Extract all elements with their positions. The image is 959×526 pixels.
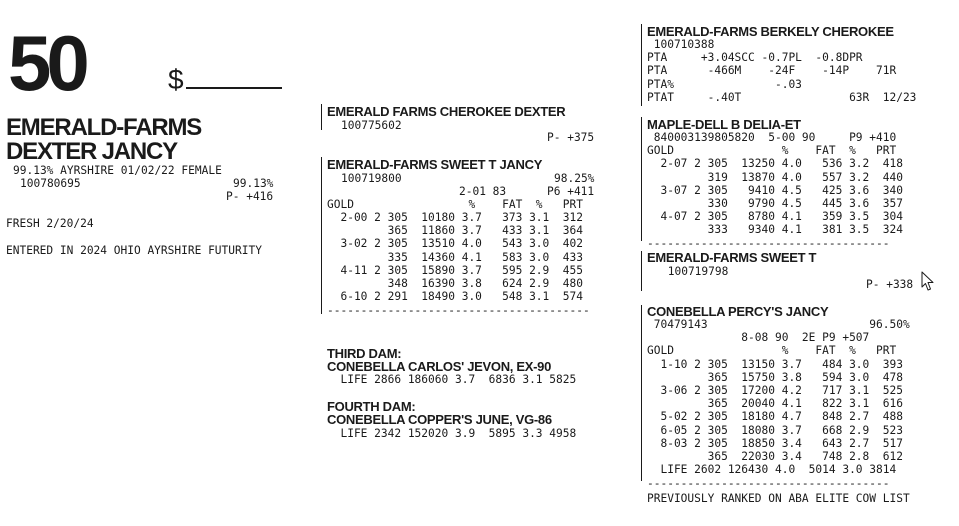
sweet-t-pta: P- +338 xyxy=(866,278,914,291)
percy-name: CONEBELLA PERCY'S JANCY xyxy=(647,304,829,319)
mgs-lines xyxy=(647,131,903,237)
dam-record-row: 6-10 2 291 18490 3.0 548 3.1 574 xyxy=(327,290,583,304)
dam-record-row: 2-00 2 305 10180 3.7 373 3.1 312 xyxy=(327,211,583,224)
percy-line: 6-05 2 305 18080 3.7 668 2.9 523 xyxy=(647,423,903,437)
price-blank xyxy=(186,63,282,89)
mgs-bracket xyxy=(641,117,642,241)
fourth-dam-life: LIFE 2342 152020 3.9 5895 3.3 4958 xyxy=(327,427,577,440)
sweet-t-reg: 100719798 xyxy=(661,265,729,278)
price-field xyxy=(168,63,282,95)
mgs-line: 333 9340 4.1 381 3.5 324 xyxy=(647,223,903,237)
mgs-line: 4-07 2 305 8780 4.1 359 3.5 304 xyxy=(647,210,903,224)
animal-info: 99.13% AYRSHIRE 01/02/22 FEMALE xyxy=(13,164,222,177)
fourth-dam-name: CONEBELLA COPPER'S JUNE, VG-86 xyxy=(327,412,552,427)
dam-reg: 100719800 xyxy=(341,172,402,185)
percy-lines xyxy=(647,318,910,476)
mgs-separator: ------------------------------------ xyxy=(647,237,890,250)
sire-detail-line: PTA -466M -24F -14P 71R xyxy=(647,64,897,78)
mouse-pointer-icon xyxy=(921,271,935,292)
animal-ptas: P- +416 xyxy=(226,190,274,203)
sire-pta: P- +375 xyxy=(547,131,595,144)
mgs-line: 330 9790 4.5 445 3.6 357 xyxy=(647,197,903,211)
dam-separator: --------------------------------------- xyxy=(327,304,590,317)
third-dam-name: CONEBELLA CARLOS' JEVON, EX-90 xyxy=(327,359,552,374)
mgs-line: 2-07 2 305 13250 4.0 536 3.2 418 xyxy=(647,157,903,171)
percy-separator: ------------------------------------ xyxy=(647,477,890,490)
futurity-note: ENTERED IN 2024 OHIO AYRSHIRE FUTURITY xyxy=(6,244,262,257)
dam-record-row: 3-02 2 305 13510 4.0 543 3.0 402 xyxy=(327,237,583,251)
mgs-line: GOLD % FAT % PRT xyxy=(647,144,897,158)
third-dam-label: THIRD DAM: xyxy=(327,346,402,361)
dam-classification: 2-01 83 xyxy=(459,185,507,198)
dam-name: EMERALD-FARMS SWEET T JANCY xyxy=(327,157,543,172)
sire-detail-bracket xyxy=(641,24,642,106)
mgs-line: 3-07 2 305 9410 4.5 425 3.6 340 xyxy=(647,183,903,197)
dam-record-row: 4-11 2 305 15890 3.7 595 2.9 455 xyxy=(327,263,583,277)
mgs-name: MAPLE-DELL B DELIA-ET xyxy=(647,117,801,132)
dam-bracket xyxy=(321,157,322,314)
animal-pct: 99.13% xyxy=(233,177,274,190)
sire-detail-name: EMERALD-FARMS BERKELY CHEROKEE xyxy=(647,24,894,39)
dam-pct: 98.25% xyxy=(554,172,595,185)
sweet-t-name: EMERALD-FARMS SWEET T xyxy=(647,250,817,265)
mgs-line: 319 13870 4.0 557 3.2 440 xyxy=(647,170,903,184)
sire-detail-line: PTAT -.40T 63R 12/23 xyxy=(647,90,917,104)
percy-line: 8-03 2 305 18850 3.4 643 2.7 517 xyxy=(647,436,903,450)
percy-line: GOLD % FAT % PRT xyxy=(647,344,897,358)
percy-line: 8-08 90 2E P9 +507 xyxy=(647,331,870,345)
mgs-line: 840003139805820 5-00 90 P9 +410 xyxy=(647,131,897,144)
percy-line: 1-10 2 305 13150 3.7 484 3.0 393 xyxy=(647,357,903,371)
dam-records xyxy=(327,211,583,303)
sire-name: EMERALD FARMS CHEROKEE DEXTER xyxy=(327,104,566,119)
sire-detail-line: 100710388 xyxy=(647,38,715,51)
sire-detail-lines xyxy=(647,38,916,104)
animal-name-line1: EMERALD-FARMS xyxy=(6,114,202,141)
price-prefix: $ xyxy=(168,64,184,95)
percy-line: 365 20040 4.1 822 3.1 616 xyxy=(647,397,903,411)
animal-name-line2: DEXTER JANCY xyxy=(6,138,177,165)
percy-line: 70479143 96.50% xyxy=(647,318,910,331)
sweet-t-bracket xyxy=(641,251,642,291)
sire-reg: 100775602 xyxy=(341,119,402,132)
fresh-date: FRESH 2/20/24 xyxy=(6,217,94,230)
dam-records-header: GOLD % FAT % PRT xyxy=(327,198,583,211)
third-dam-life: LIFE 2866 186060 3.7 6836 3.1 5825 xyxy=(327,373,577,386)
percy-bracket xyxy=(641,305,642,481)
percy-line: 365 15750 3.8 594 3.0 478 xyxy=(647,370,903,384)
sire-detail-line: PTA +3.04SCC -0.7PL -0.8DPR xyxy=(647,51,863,65)
lot-number: 50 xyxy=(8,19,85,107)
percy-line: 3-06 2 305 17200 4.2 717 3.1 525 xyxy=(647,384,903,398)
dam-record-row: 335 14360 4.1 583 3.0 433 xyxy=(327,250,583,264)
percy-line: 5-02 2 305 18180 4.7 848 2.7 488 xyxy=(647,410,903,424)
percy-line: LIFE 2602 126430 4.0 5014 3.0 3814 xyxy=(647,463,897,477)
fourth-dam-label: FOURTH DAM: xyxy=(327,399,416,414)
animal-reg: 100780695 xyxy=(20,177,81,190)
sire-bracket xyxy=(321,104,322,130)
percy-line: 365 22030 3.4 748 2.8 612 xyxy=(647,450,903,464)
dam-record-row: 365 11860 3.7 433 3.1 364 xyxy=(327,224,583,238)
footer-note: PREVIOUSLY RANKED ON ABA ELITE COW LIST xyxy=(647,492,910,505)
dam-record-row: 348 16390 3.8 624 2.9 480 xyxy=(327,277,583,291)
sire-detail-line: PTA% -.03 xyxy=(647,77,802,91)
dam-pi: P6 +411 xyxy=(547,185,595,198)
